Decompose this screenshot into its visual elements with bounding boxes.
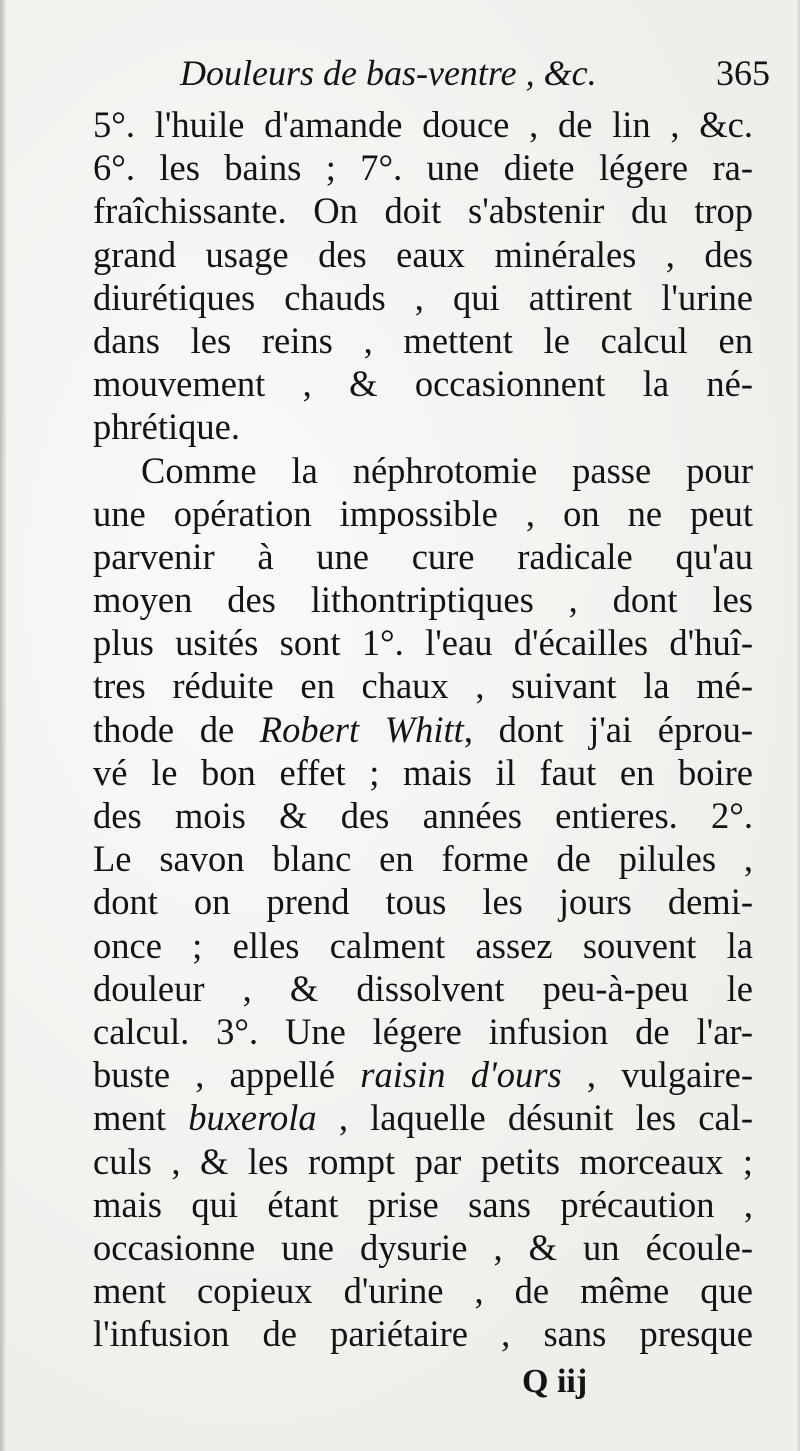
text-line: dans les reins , mettent le calcul en xyxy=(93,319,753,361)
text-line: calcul. 3°. Une légere infusion de l'ar- xyxy=(93,1010,753,1052)
running-head-title: Douleurs de bas-ventre , &c. xyxy=(180,53,597,93)
text-line: occasionne une dysurie , & un écoule- xyxy=(93,1226,753,1268)
italic-segment: raisin d'ours xyxy=(360,1054,562,1096)
text-line: phrétique. xyxy=(93,406,240,448)
text-line xyxy=(93,1096,753,1139)
text-line: Le savon blanc en forme de pilules , xyxy=(93,838,753,880)
text-line: 5°. l'huile d'amande douce , de lin , &c. xyxy=(93,104,753,145)
text-segment: , vulgaire- xyxy=(561,1054,753,1096)
text-line xyxy=(93,708,753,751)
text-line: 6°. les bains ; 7°. une diete légere ra- xyxy=(93,147,753,189)
page-edge xyxy=(796,0,800,1451)
page-number: 365 xyxy=(716,53,770,93)
text-line: une opération impossible , on ne peut xyxy=(93,492,753,534)
text-line: plus usités sont 1°. l'eau d'écailles d'huî- xyxy=(93,622,753,664)
text-line: vé le bon effet ; mais il faut en boire xyxy=(93,751,753,793)
text-segment: thode de xyxy=(93,708,260,750)
text-line: ment copieux d'urine , de même que xyxy=(93,1270,753,1312)
text-line: dont on prend tous les jours demi- xyxy=(93,881,753,923)
signature-mark: Q iij xyxy=(522,1363,588,1400)
text-line: culs , & les rompt par petits morceaux ; xyxy=(93,1140,753,1182)
text-segment: , laquelle désunit les cal- xyxy=(316,1097,754,1139)
italic-segment: Robert Whitt xyxy=(259,708,464,750)
text-line: once ; elles calment assez souvent la xyxy=(93,924,753,966)
text-line: tres réduite en chaux , suivant la mé- xyxy=(93,665,753,707)
text-line: grand usage des eaux minérales , des xyxy=(93,233,753,275)
text-segment: , dont j'ai éprou- xyxy=(463,708,754,750)
text-line: parvenir à une cure radicale qu'au xyxy=(93,535,753,577)
text-line xyxy=(93,1053,753,1096)
text-line: moyen des lithontriptiques , dont les xyxy=(93,579,753,621)
text-line: mais qui étant prise sans précaution , xyxy=(93,1183,753,1225)
text-segment: ment xyxy=(93,1097,189,1139)
text-line: douleur , & dissolvent peu-à-peu le xyxy=(93,967,753,1009)
page-gutter-shadow xyxy=(0,0,6,1451)
body-text xyxy=(93,103,753,1355)
running-head xyxy=(180,48,770,98)
text-line: diurétiques chauds , qui attirent l'urine xyxy=(93,276,753,318)
text-segment: buste , appellé xyxy=(93,1054,361,1096)
text-line: mouvement , & occasionnent la né- xyxy=(93,363,753,405)
text-line: fraîchissante. On doit s'abstenir du trop xyxy=(93,190,753,232)
italic-segment: buxerola xyxy=(188,1097,317,1139)
text-line: Comme la néphrotomie passe pour xyxy=(141,449,753,491)
text-line: l'infusion de pariétaire , sans presque xyxy=(93,1313,753,1355)
text-line: des mois & des années entieres. 2°. xyxy=(93,795,753,836)
